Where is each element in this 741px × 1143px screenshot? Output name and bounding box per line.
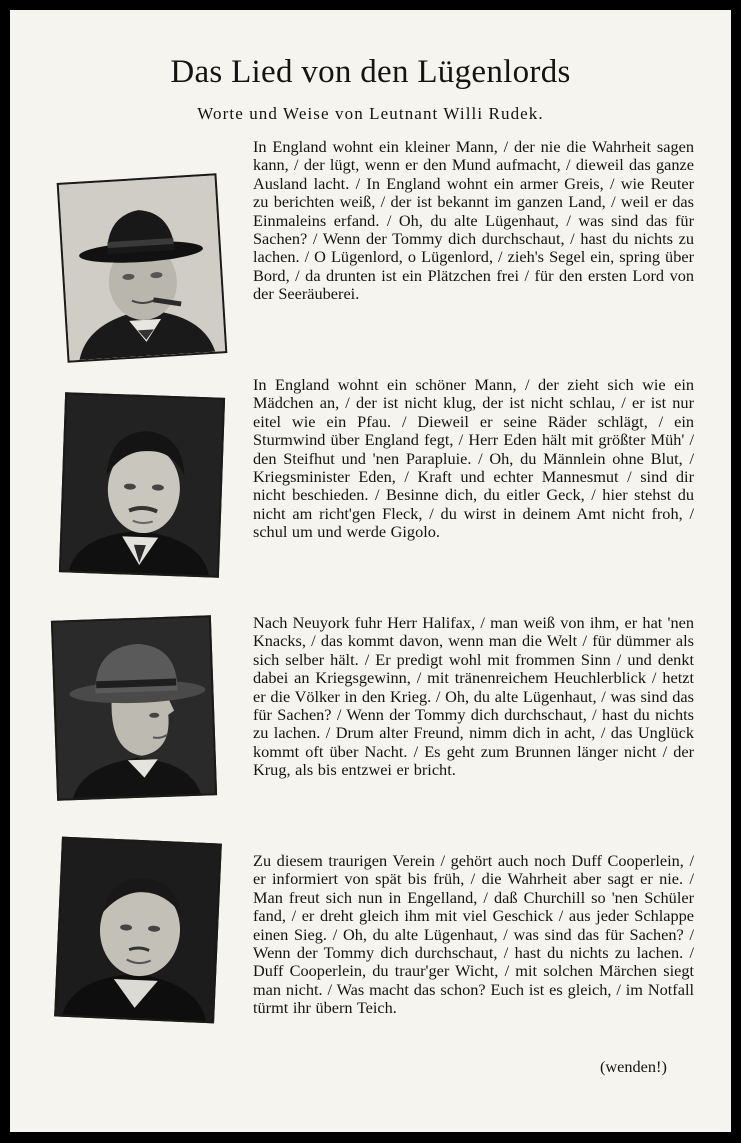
- song-title: Das Lied von den Lügenlords: [170, 54, 571, 90]
- portrait-photo-2: [59, 392, 225, 577]
- turn-over-note: (wenden!): [600, 1057, 667, 1076]
- portrait-2-image: [61, 394, 223, 575]
- portrait-1-image: [59, 175, 225, 360]
- portrait-photo-1: [57, 173, 228, 362]
- portrait-4-image: [56, 839, 220, 1022]
- verse-3: Nach Neuyork fuhr Herr Halifax, / man weiß von ihm, er hat 'nen Knacks, / das kommt davon, wenn man die Welt / für dümmer als sich selber hält. / Er predigt wohl mit frommen Sinn / und denkt dabei an Kriegsgewinn, / mit tränenreichem Heuchlerblick / hetzt er die Völker in den Krieg. / Oh, du alte Lügenhaut, / was sind das für Sachen? / Wenn der Tommy dich durchschaut, / hast du nichts zu lachen. / Drum alter Freund, nimm dich in acht, / das Unglück kommt oft über Nacht. / Es geht zum Brunnen länger nicht / der Krug, als bis entzwei er bricht.: [253, 613, 694, 780]
- portrait-photo-3: [51, 615, 217, 800]
- portrait-3-image: [53, 617, 215, 798]
- postcard: [10, 10, 731, 1132]
- portrait-photo-4: [54, 837, 222, 1024]
- verse-1: In England wohnt ein kleiner Mann, / der nie die Wahrheit sagen kann, / der lügt, wenn er den Mund aufmacht, / dieweil das ganze Ausland lacht. / In England wohnt ein armer Greis, / wie Reuter zu berichten weiß, / der ist bekannt im ganzen Land, / weil er das Einmaleins erfand. / Oh, du alte Lügenhaut, / was sind das für Sachen? / Wenn der Tommy dich durchschaut, / hast du nichts zu lachen. / O Lügenlord, o Lügenlord, / zieh's Segel ein, spring über Bord, / da drunten ist ein Plätzchen frei / für den ersten Lord von der Seeräuberei.: [253, 137, 694, 304]
- song-subtitle: Worte und Weise von Leutnant Willi Rudek.: [197, 104, 544, 123]
- verse-2: In England wohnt ein schöner Mann, / der zieht sich wie ein Mädchen an, / der ist nicht klug, der ist nicht schlau, / er ist nur eitel wie ein Pfau. / Dieweil er seine Räder schlägt, / ein Sturmwind über England fegt, / Herr Eden hält mit größter Müh' / den Steifhut und 'nen Parapluie. / Oh, du Männlein ohne Blut, / Kriegsminister Eden, / Kraft und echter Mannesmut / sind dir nicht beschieden. / Besinne dich, du eitler Geck, / hier stehst du nicht am richt'gen Fleck, / du wirst in deinem Amt nicht froh, / schul um und werde Gigolo.: [253, 375, 694, 542]
- verse-4: Zu diesem traurigen Verein / gehört auch noch Duff Cooperlein, / er informiert von spät bis früh, / die Wahrheit aber sagt er nie. / Man freut sich nun in Engelland, / daß Churchill so 'nen Schüler fand, / er dreht gleich ihm mit viel Geschick / aus jeder Schlappe einen Sieg. / Oh, du alte Lügenhaut, / was sind das für Sachen? / Wenn der Tommy dich durchschaut, / hast du nichts zu lachen. / Duff Cooperlein, du traur'ger Wicht, / mit solchen Märchen siegt man nicht. / Was macht das schon? Euch ist es gleich, / im Notfall türmt ihr übern Teich.: [253, 851, 694, 1018]
